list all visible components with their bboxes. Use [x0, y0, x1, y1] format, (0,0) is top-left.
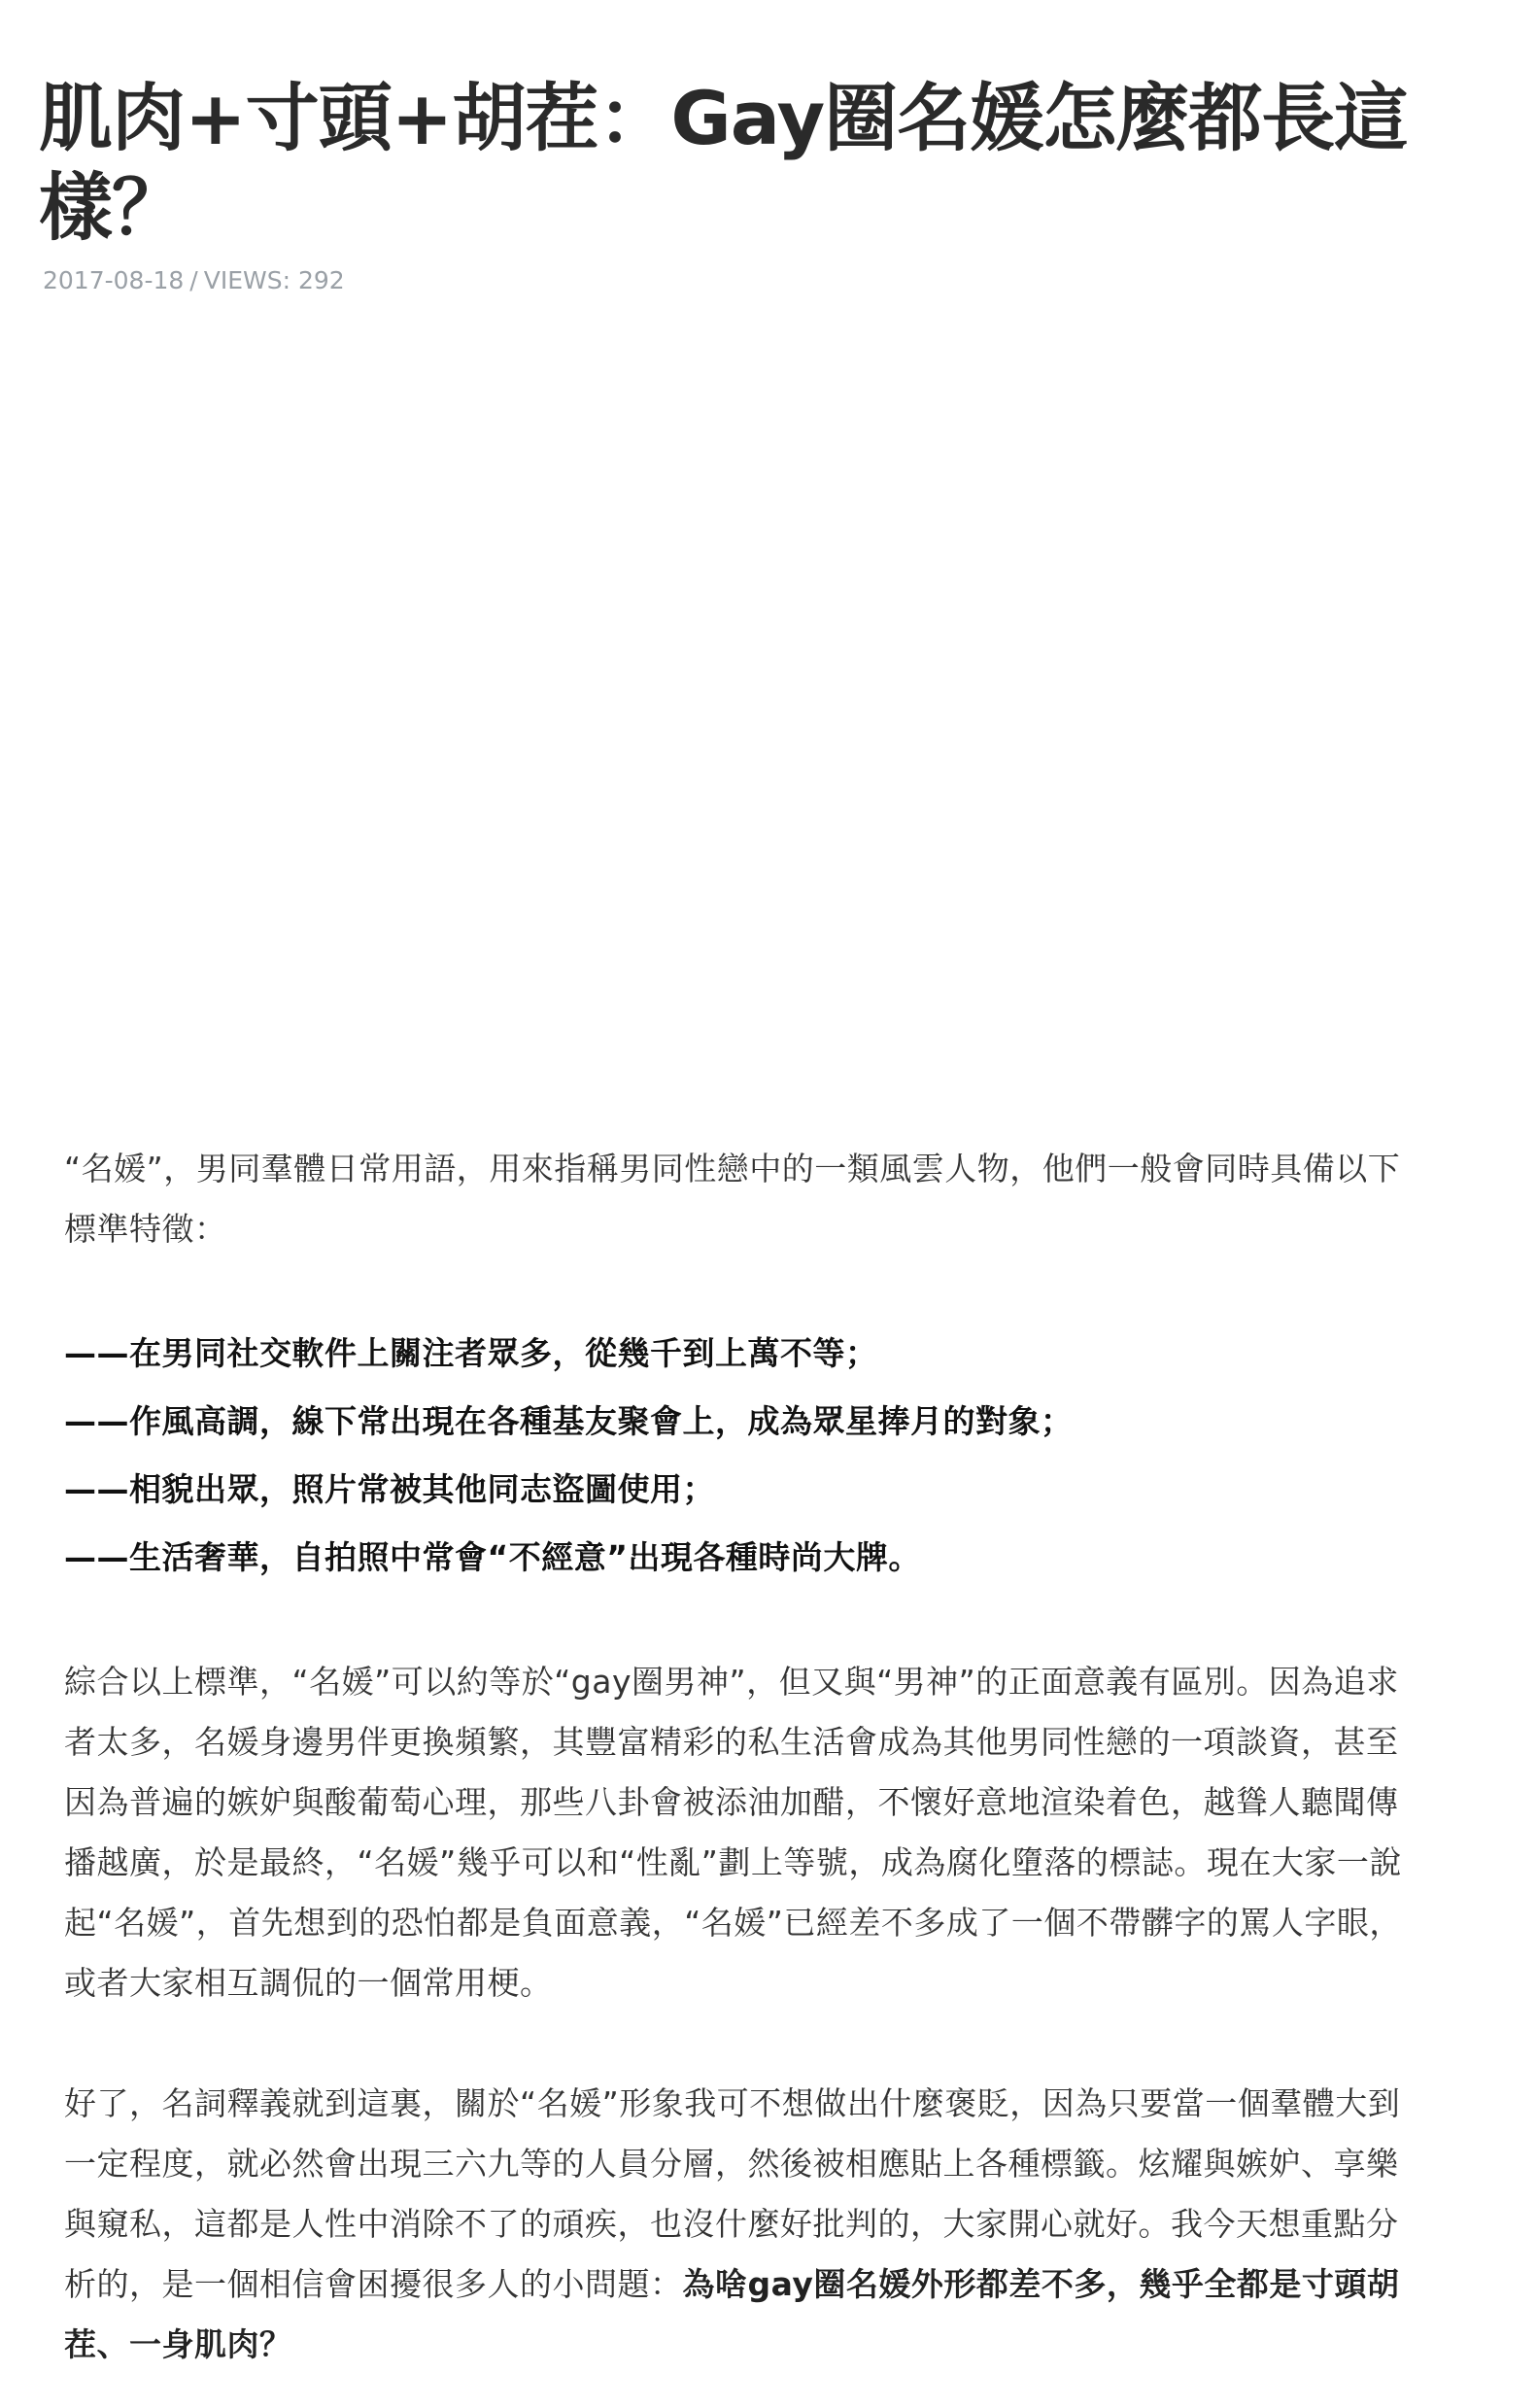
trait-item: ——相貌出眾，照片常被其他同志盜圖使用；: [64, 1470, 715, 1508]
key-question: 為啥gay圈名媛外形都差不多，幾乎全都是寸頭胡茬、一身肌肉？: [64, 2265, 1400, 2363]
meta-separator: /: [189, 266, 198, 294]
article-body: [64, 1139, 1417, 2375]
intro-paragraph: “名媛”，男同羣體日常用語，用來指稱男同性戀中的一類風雲人物，他們一般會同時具備以下標準特徵：: [64, 1150, 1401, 1248]
trait-list: [64, 1320, 1417, 1592]
trait-item: ——生活奢華，自拍照中常會“不經意”出現各種時尚大牌。: [64, 1538, 921, 1576]
trait-item: ——在男同社交軟件上關注者眾多，從幾千到上萬不等；: [64, 1334, 878, 1372]
publish-date: 2017-08-18: [43, 266, 185, 294]
blank-media-area: [64, 330, 1405, 1098]
body-paragraph-final: [64, 2074, 1417, 2375]
trait-item: ——作風高調，線下常出現在各種基友聚會上，成為眾星捧月的對象；: [64, 1402, 1074, 1440]
view-count: VIEWS: 292: [203, 266, 345, 294]
article-meta: [43, 264, 345, 297]
article-title: 肌肉+寸頭+胡茬：Gay圈名媛怎麼都長這樣？: [39, 75, 1408, 251]
body-paragraph: 綜合以上標準，“名媛”可以約等於“gay圈男神”，但又與“男神”的正面意義有區別。因為追求者太多，名媛身邊男伴更換頻繁，其豐富精彩的私生活會成為其他男同性戀的一項談資，甚至因為普遍的嫉妒與酸葡萄心理，那些八卦會被添油加醋，不懷好意地渲染着色，越聳人聽聞傳播越廣，於是最終，“名媛”幾乎可以和“性亂”劃上等號，成為腐化墮落的標誌。現在大家一說起“名媛”，首先想到的恐怕都是負面意義，“名媛”已經差不多成了一個不帶髒字的罵人字眼，或者大家相互調侃的一個常用梗。: [64, 1663, 1402, 2002]
body-paragraph-text: 好了，名詞釋義就到這裏，關於“名媛”形象我可不想做出什麼褒貶，因為只要當一個羣體大到一定程度，就必然會出現三六九等的人員分層，然後被相應貼上各種標籤。炫耀與嫉妒、享樂與窺私，這都是人性中消除不了的頑疾，也沒什麼好批判的，大家開心就好。我今天想重點分析的，是一個相信會困擾很多人的小問題：: [64, 2084, 1401, 2303]
